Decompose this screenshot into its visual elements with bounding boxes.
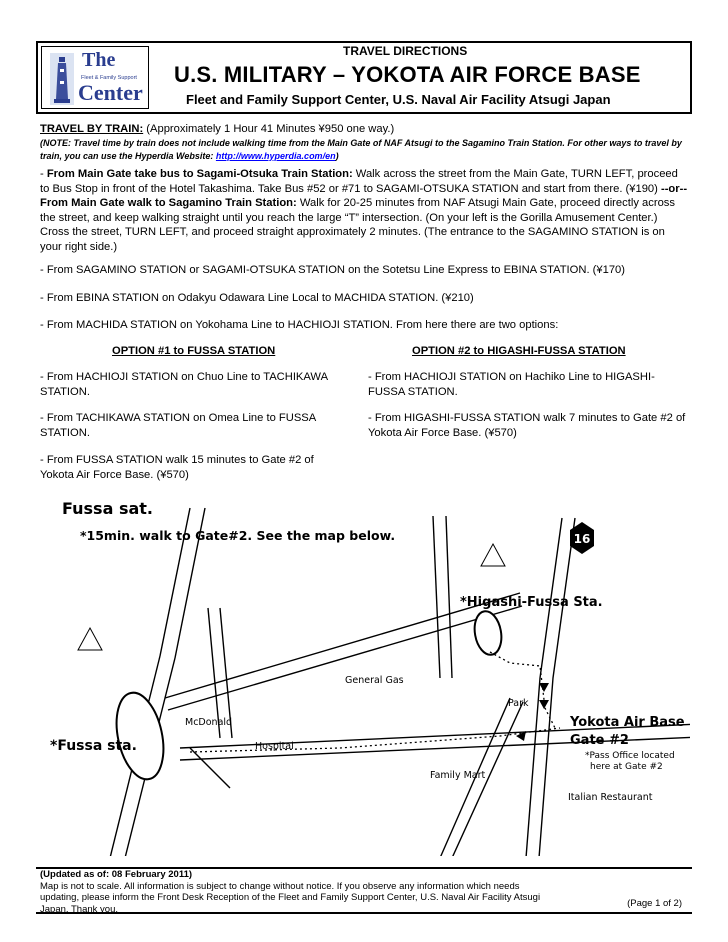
map-mcdonald: McDonald — [185, 717, 233, 728]
footer-text: Map is not to scale. All information is subject to change without notice. If you observe any information which needs updating, please inform the Front Desk Reception of the Fleet and Family Support Center, U.S. Naval Air Facility Atsugi Japan. Thank you. — [40, 880, 541, 915]
option1-step2: - From TACHIKAWA STATION on Omea Line to FUSSA STATION. — [40, 412, 316, 439]
page-title: U.S. MILITARY – YOKOTA AIR FORCE BASE — [174, 62, 641, 87]
footer — [36, 867, 692, 914]
map-pass-office-1: *Pass Office located — [585, 751, 675, 761]
map-family-mart: Family Mart — [430, 770, 486, 781]
footer-updated: (Updated as of: 08 February 2011) — [40, 869, 193, 880]
option1-title: OPTION #1 to FUSSA STATION — [112, 345, 276, 357]
walk-text: Walk for 20-25 minutes from NAF Atsugi Main Gate, proceed directly across the street, and keep walking straight until you reach the large “T” intersection. (On your left is the Gorilla Amusement Center.) Cross the street, TURN LEFT, and proceed straight approximately 2 minutes. (The entrance to the SAGAMINO STATION is on your right side.) — [40, 197, 675, 253]
lighthouse-icon — [50, 53, 74, 105]
train-note-end: ) — [335, 150, 339, 161]
route-map — [40, 488, 690, 856]
step-bus: - From Main Gate take bus to Sagami-Otsuka Train Station: Walk across the street from the Main Gate, TURN LEFT, proceed to Bus Stop in front of the Hotel Takashima. Take Bus #52 or #71 to SAGAMI-OTSUKA STATION and start from there. (¥190) --or-- From Main Gate walk to Sagamino Train Station: Walk for 20-25 minutes from NAF Atsugi Main Gate, proceed directly across the street, and keep walking straight until you reach the large “T” intersection. (On your left is the Gorilla Amusement Center.) Cross the street, TURN LEFT, and proceed straight approximately 2 minutes. (The entrance to the SAGAMINO STATION is on your right side.) — [40, 168, 688, 253]
train-heading — [40, 122, 688, 137]
map-pass-office-2: here at Gate #2 — [590, 762, 663, 772]
option2-step2: - From HIGASHI-FUSSA STATION walk 7 minutes to Gate #2 of Yokota Air Force Base. (¥570) — [368, 412, 686, 439]
walk-route — [190, 652, 560, 752]
logo-ffsc: Fleet & Family Support — [81, 75, 137, 81]
train-note — [40, 137, 688, 162]
train-time: (Approximately 1 Hour 41 Minutes ¥950 one way.) — [146, 123, 395, 135]
route-16-label: 16 — [573, 532, 591, 546]
logo-the: The — [82, 49, 116, 71]
step-ebina: - From SAGAMINO STATION or SAGAMI-OTSUKA STATION on the Sotetsu Line Express to EBINA STATION. (¥170) — [40, 264, 626, 276]
map-yokota: Yokota Air Base — [570, 715, 685, 730]
map-italian: Italian Restaurant — [568, 792, 653, 803]
map-gate: Gate #2 — [570, 733, 629, 748]
bus-text: Walk across the street from the Main Gate, TURN LEFT, proceed to Bus Stop in front of the Hotel Takashima. Take Bus #52 or #71 to SAGAMI-OTSUKA STATION and start from there. (¥190) — [40, 168, 678, 195]
option1-step3: - From FUSSA STATION walk 15 minutes to Gate #2 of Yokota Air Force Base. (¥570) — [40, 454, 314, 481]
header-subtitle: TRAVEL DIRECTIONS — [343, 44, 468, 58]
train-note-text: (NOTE: Travel time by train does not include walking time from the Main Gate of NAF Atsugi to the Sagamino Train Station. For other ways to travel by train, you can use the Hyperdia Website: — [40, 138, 682, 161]
step-hachioji: - From MACHIDA STATION on Yokohama Line to HACHIOJI STATION. From here there are two options: — [40, 319, 559, 331]
map-hospital: Hospital — [255, 741, 294, 752]
map-park: Park — [508, 698, 529, 709]
higashi-station-shape — [471, 609, 504, 657]
map-higashi-label: *Higashi-Fussa Sta. — [460, 595, 603, 610]
header-org: Fleet and Family Support Center, U.S. Naval Air Facility Atsugi Japan — [186, 92, 611, 107]
ffsc-logo — [41, 46, 149, 109]
map-subtitle: *15min. walk to Gate#2. See the map below. — [80, 528, 396, 543]
step-machida: - From EBINA STATION on Odakyu Odawara Line Local to MACHIDA STATION. (¥210) — [40, 292, 474, 304]
option1-step1: - From HACHIOJI STATION on Chuo Line to TACHIKAWA STATION. — [40, 371, 328, 398]
bus-label: From Main Gate take bus to Sagami-Otsuka Train Station: — [46, 168, 353, 180]
option2-title: OPTION #2 to HIGASHI-FUSSA STATION — [412, 345, 626, 357]
map-general-gas: General Gas — [345, 675, 404, 686]
hyperdia-link[interactable]: http://www.hyperdia.com/en — [215, 150, 336, 161]
walk-label: --or-- From Main Gate walk to Sagamino Train Station: — [40, 182, 688, 210]
header-box — [36, 41, 692, 114]
logo-center: Center — [78, 80, 143, 105]
fussa-station-shape — [109, 688, 170, 783]
train-signs — [78, 544, 505, 650]
option2-step1: - From HACHIOJI STATION on Hachiko Line to HIGASHI-FUSSA STATION. — [368, 371, 655, 398]
map-title: Fussa sat. — [62, 499, 153, 518]
train-label: TRAVEL BY TRAIN: — [40, 123, 144, 135]
page-number: (Page 1 of 2) — [627, 897, 682, 909]
map-fussa-label: *Fussa sta. — [50, 738, 137, 754]
